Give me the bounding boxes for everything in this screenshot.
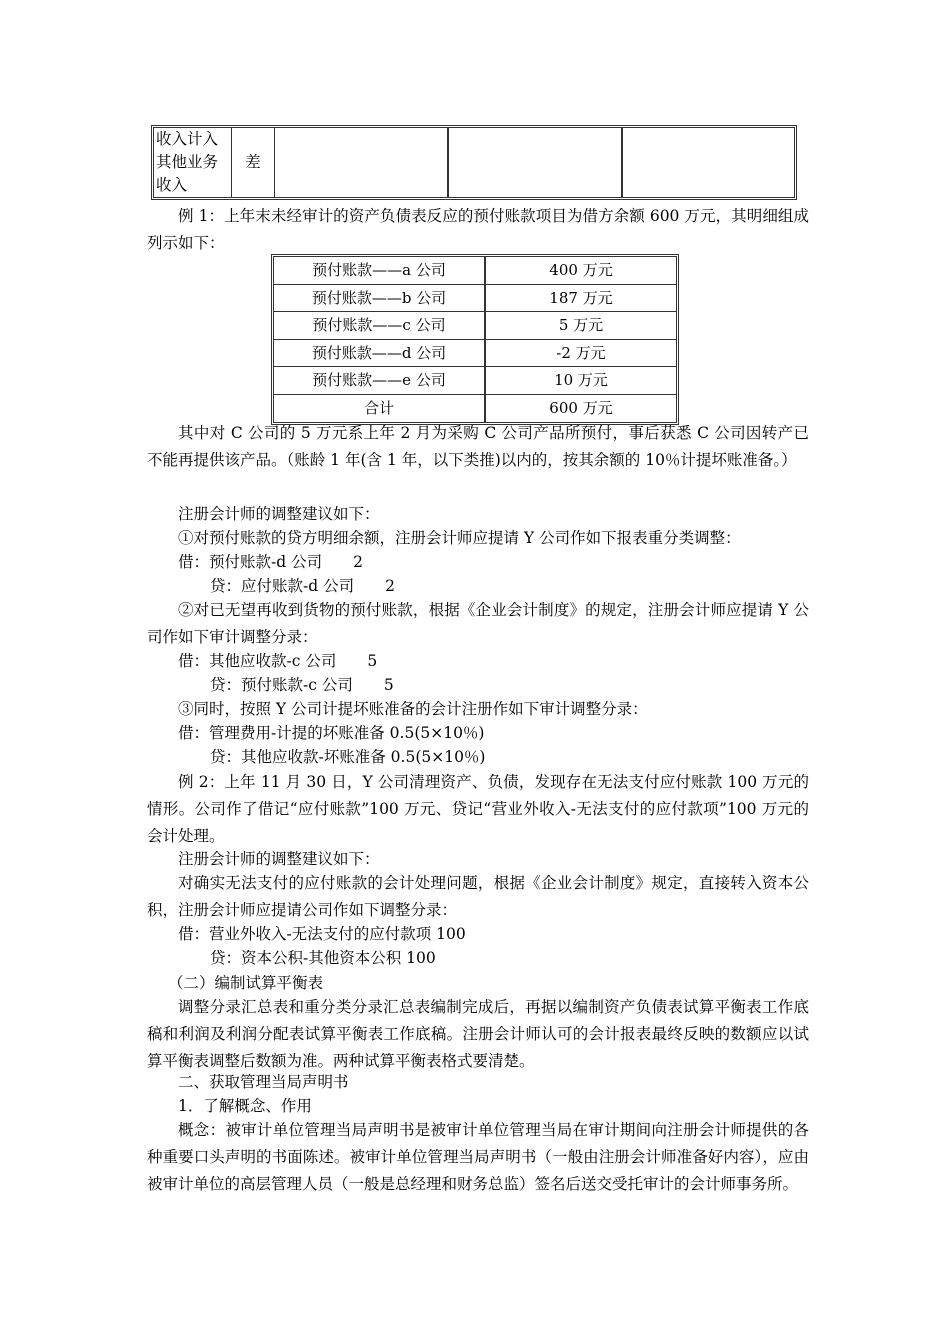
example1-intro: 例 1：上年末未经审计的资产负债表反应的预付账款项目为借方余额 600 万元，其明细组成列示如下： [147,207,809,252]
paragraph-item2: ②对已无望再收到货物的预付账款，根据《企业会计制度》的规定，注册会计师应提请 Y 公司作如下审计调整分录： [147,601,809,646]
top-table-cell-item: 收入计入 其他业务 收入 [154,128,232,197]
paragraph-treatment: 对确实无法支付的应付账款的会计处理问题，根据《企业会计制度》规定，直接转入资本公积，注册会计师应提请公司作如下调整分录： [147,874,809,919]
paragraph-suggestion: 注册会计师的调整建议如下： [178,850,380,868]
heading-concept: 1．了解概念、作用 [178,1097,312,1115]
amount-cell: 600 万元 [549,398,613,417]
paragraph-c-company: 其中对 C 公司的 5 万元系上年 2 月为采购 C 公司产品所预付，事后获悉 C 公司因转产已不能再提供该产品。（账龄 1 年(含 1 年，以下类推)以内的，按其余额的 10％计提坏账准备。） [147,424,809,469]
top-table-fragment [151,125,797,200]
account-cell: 预付账款——b 公司 [274,285,486,312]
paragraph-item1: ①对预付账款的贷方明细余额，注册会计师应提请 Y 公司作如下报表重分类调整： [178,529,741,547]
journal-debit: 借：预付账款-d 公司 2 [178,553,363,571]
table-row [274,340,676,368]
journal-debit: 借：其他应收款-c 公司 5 [178,652,378,670]
prepayment-detail-table [271,254,679,425]
amount-cell: 10 万元 [554,371,608,389]
journal-credit: 贷：其他应收款-坏账准备 0.5(5×10％) [210,748,486,766]
journal-credit: 贷：资本公积-其他资本公积 100 [210,949,436,967]
account-cell: 预付账款——c 公司 [274,312,486,339]
account-cell: 预付账款——a 公司 [274,257,486,284]
journal-debit: 借：营业外收入-无法支付的应付款项 100 [178,925,466,943]
account-cell: 预付账款——d 公司 [274,340,486,367]
account-cell: 合计 [274,395,486,423]
heading-section-two: 二、获取管理当局声明书 [178,1073,349,1091]
top-table-cell-diff: 差 [232,128,275,197]
paragraph-item3: ③同时，按照 Y 公司计提坏账准备的会计注册作如下审计调整分录： [178,700,648,718]
amount-cell: 400 万元 [549,261,613,279]
paragraph-suggestion: 注册会计师的调整建议如下： [178,505,380,523]
paragraph-example2: 例 2：上年 11 月 30 日，Y 公司清理资产、负债，发现存在无法支付应付账款 100 万元的情形。公司作了借记“应付账款”100 万元、贷记“营业外收入-无法支付的应付款项”100 万元的会计处理。 [147,773,809,845]
journal-debit: 借：管理费用-计提的坏账准备 0.5(5×10％) [178,724,485,742]
amount-cell: 5 万元 [558,316,604,334]
amount-cell: -2 万元 [556,343,606,362]
amount-cell: 187 万元 [549,288,613,307]
account-cell: 预付账款——e 公司 [274,367,486,394]
heading-trial-balance: （二）编制试算平衡表 [168,974,324,992]
table-row [274,312,676,340]
journal-credit: 贷：预付账款-c 公司 5 [210,676,394,694]
journal-credit: 贷：应付账款-d 公司 2 [210,577,395,595]
table-row [274,285,676,313]
paragraph-concept: 概念：被审计单位管理当局声明书是被审计单位管理当局在审计期间向注册会计师提供的各种重要口头声明的书面陈述。被审计单位管理当局声明书（一般由注册会计师准备好内容），应由被审计单位的高层管理人员（一般是总经理和财务总监）签名后送交受托审计的会计师事务所。 [147,1121,809,1193]
table-row-total [274,395,676,423]
paragraph-trial-balance: 调整分录汇总表和重分类分录汇总表编制完成后，再据以编制资产负债表试算平衡表工作底稿和利润及利润分配表试算平衡表工作底稿。注册会计师认可的会计报表最终反映的数额应以试算平衡表调整后数额为准。两种试算平衡表格式要清楚。 [147,998,809,1070]
top-table-cell-empty [449,128,623,197]
table-row [274,367,676,395]
top-table-cell-empty [275,128,449,197]
table-row [274,257,676,285]
